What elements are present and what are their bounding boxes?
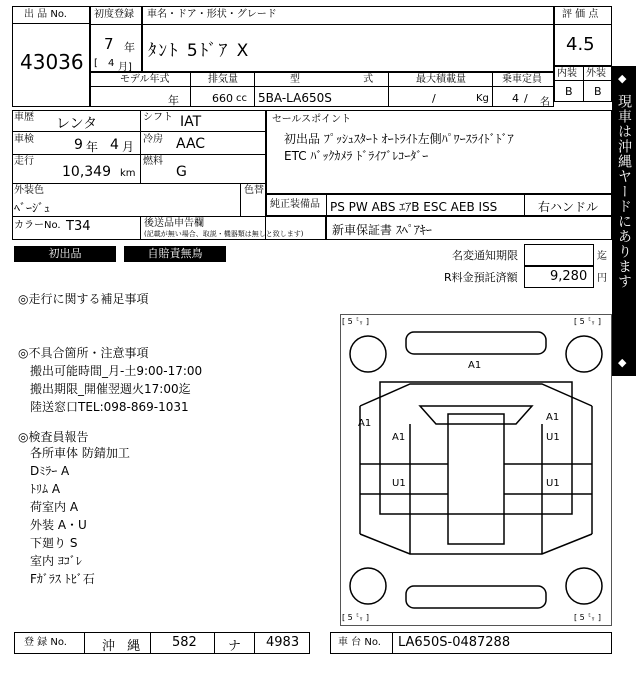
- lot-label: 出 品 No.: [24, 9, 67, 20]
- tread-rear-left: [ 5 ㍉ ]: [342, 613, 369, 622]
- yard-location-text: 現車は沖縄ヤードにあります: [616, 94, 632, 289]
- inspector-line: 各所車体 防錆加工: [30, 446, 130, 460]
- reg-month-unit: 月]: [118, 62, 132, 73]
- exterior-grade: B: [594, 85, 602, 98]
- first-reg-divider: [90, 24, 142, 25]
- shift-label: シフト: [143, 112, 173, 123]
- max-load-label: 最大積載量: [416, 74, 466, 85]
- max-load-slash: /: [432, 92, 436, 105]
- car-name-label: 車名・ドア・形状・グレード: [147, 9, 277, 20]
- diamond-icon: ◆: [618, 356, 627, 369]
- defect-line: 搬出可能時間_月-土9:00-17:00: [30, 364, 203, 378]
- reg-serial: 4983: [266, 635, 300, 650]
- tread-front-left: [ 5 ㍉ ]: [342, 317, 369, 326]
- score-label: 評 価 点: [562, 9, 599, 20]
- driving-notes-title: ◎走行に関する補足事項: [18, 292, 149, 306]
- shift-value: IAT: [180, 114, 202, 130]
- rear-label: 後送品申告欄: [144, 218, 204, 229]
- inspector-line: 室内 ﾖｺﾞﾚ: [30, 554, 82, 568]
- inspector-line: Dﾐﾗｰ A: [30, 464, 70, 478]
- reg-kana: ナ: [228, 639, 242, 654]
- notice-unit: 迄: [597, 251, 607, 262]
- reg-sep-1: [84, 632, 85, 654]
- capacity-unit: 名: [540, 97, 550, 108]
- inspector-line: 荷室内 A: [30, 500, 79, 514]
- mark-u1: U1: [546, 478, 560, 489]
- max-load-unit: Kg: [476, 93, 489, 104]
- history-value: レンタ: [56, 116, 98, 132]
- type-value: 5BA-LA650S: [258, 91, 332, 105]
- model-year-label: モデル年式: [120, 74, 170, 85]
- ac-value: AAC: [176, 136, 206, 152]
- ext-color-value: ﾍﾞｰｼﾞｭ: [14, 201, 51, 215]
- recycle-label: R料金預託済額: [444, 271, 518, 284]
- diamond-icon: ◆: [618, 72, 627, 85]
- details-col: [140, 110, 141, 183]
- type-label: 型 式: [290, 74, 404, 85]
- mark-u1: U1: [546, 432, 560, 443]
- reg-month-bracket: [: [94, 58, 98, 69]
- displacement-unit: cc: [236, 93, 247, 104]
- reg-no-label: 登 録 No.: [24, 637, 67, 648]
- notice-label: 名変通知期限: [452, 249, 518, 262]
- grade-divider-v: [583, 66, 584, 102]
- inspector-line: ﾄﾘﾑ A: [30, 482, 61, 496]
- inspection-month-unit: 月: [122, 140, 135, 154]
- defects-title: ◎不具合箇所・注意事項: [18, 346, 149, 360]
- interior-grade: B: [565, 85, 573, 98]
- mileage-label: 走行: [14, 156, 34, 167]
- sales-line-2: ETC ﾊﾞｯｸｶﾒﾗ ﾄﾞﾗｲﾌﾞﾚｺｰﾀﾞｰ: [284, 149, 429, 163]
- mileage-value: 10,349: [62, 164, 111, 180]
- steering-value: 右ハンドル: [538, 200, 599, 214]
- fuel-value: G: [176, 164, 187, 180]
- reg-sep-3: [214, 632, 215, 654]
- defect-line: 陸送窓口TEL:098-869-1031: [30, 400, 189, 414]
- score-value: 4.5: [566, 34, 595, 55]
- notice-box: [524, 244, 594, 266]
- inspection-label: 車検: [14, 134, 34, 145]
- liability-badge: 自賠責無鳥: [124, 246, 226, 262]
- ext-color-label: 外装色: [14, 185, 44, 196]
- inspector-line: Fｶﾞﾗｽ ﾄﾋﾞ石: [30, 572, 95, 586]
- reg-year: 7: [104, 35, 114, 53]
- mileage-unit: km: [120, 168, 136, 179]
- displacement-value: 660: [212, 92, 233, 105]
- mark-u1: U1: [392, 478, 406, 489]
- displacement-label: 排気量: [208, 74, 238, 85]
- sales-label: セールスポイント: [272, 114, 352, 125]
- details-row-3: [12, 183, 266, 184]
- capacity-value: 4: [512, 92, 519, 105]
- specs-row-divider: [90, 86, 554, 87]
- specs-sep-2: [254, 72, 255, 107]
- color-no-label: カラーNo.: [14, 220, 61, 231]
- exterior-label: 外装: [586, 68, 606, 79]
- first-listing-badge: 初出品: [14, 246, 116, 262]
- capacity-slash: /: [524, 92, 528, 105]
- equipment-sep-2: [524, 194, 525, 216]
- mark-a1: A1: [358, 418, 372, 429]
- inspector-line: 下廻り S: [30, 536, 78, 550]
- specs-sep-1: [190, 72, 191, 107]
- lot-number: 43036: [20, 50, 84, 74]
- specs-sep-3: [388, 72, 389, 107]
- first-reg-label: 初度登録: [94, 9, 134, 20]
- details-row-2: [12, 154, 266, 155]
- ac-label: 冷房: [143, 134, 163, 145]
- inspector-line: 外装 A・U: [30, 518, 87, 532]
- equipment-label: 純正装備品: [270, 199, 320, 210]
- reg-sep-4: [254, 632, 255, 654]
- inspector-title: ◎検査員報告: [18, 430, 89, 444]
- recycle-amount: 9,280: [550, 269, 588, 284]
- model-year-unit: 年: [168, 94, 179, 107]
- yard-location-banner: [612, 66, 636, 376]
- defect-line: 搬出期限_開催翌週火17:00迄: [30, 382, 191, 396]
- sales-line-1: 初出品 ﾌﾟｯｼｭｽﾀｰﾄ ｵｰﾄﾗｲﾄ左側ﾊﾟﾜｰｽﾗｲﾄﾞﾄﾞｱ: [284, 132, 514, 146]
- tread-front-right: [ 5 ㍉ ]: [574, 317, 601, 326]
- reg-year-unit: 年: [124, 41, 135, 54]
- capacity-label: 乗車定員: [502, 74, 542, 85]
- details-col-color: [240, 183, 241, 216]
- chassis-label: 車 台 No.: [338, 637, 381, 648]
- inspection-year: 9: [74, 137, 83, 153]
- details-row-1: [12, 131, 266, 132]
- color-change-label: 色替: [244, 185, 264, 196]
- chassis-sep: [392, 632, 393, 654]
- interior-label: 内装: [557, 68, 577, 79]
- recycle-unit: 円: [597, 273, 607, 284]
- warranty-value: 新車保証書 ｽﾍﾟｱｷｰ: [332, 223, 432, 237]
- tread-rear-right: [ 5 ㍉ ]: [574, 613, 601, 622]
- score-divider: [554, 24, 612, 25]
- reg-sep-2: [150, 632, 151, 654]
- mark-a1: A1: [468, 360, 482, 371]
- specs-sep-4: [492, 72, 493, 107]
- inspection-month: 4: [110, 137, 119, 153]
- color-no-value: T34: [66, 219, 91, 234]
- rear-note: (記載が無い場合、取説・機器類は無しと致します): [144, 230, 304, 238]
- inspection-year-unit: 年: [86, 140, 99, 154]
- car-name-divider: [142, 24, 554, 25]
- car-name: ﾀﾝﾄ 5ﾄﾞｱ X: [148, 41, 251, 61]
- reg-month: 4: [108, 58, 115, 69]
- reg-prefecture: 沖 縄: [102, 639, 145, 654]
- mark-a1: A1: [392, 432, 406, 443]
- equipment-items: PS PW ABS ｴｱB ESC AEB ISS: [330, 200, 498, 214]
- mark-a1: A1: [546, 412, 560, 423]
- chassis-number: LA650S-0487288: [398, 635, 511, 650]
- fuel-label: 燃料: [143, 156, 163, 167]
- reg-class-number: 582: [172, 635, 197, 650]
- history-label: 車歴: [14, 112, 34, 123]
